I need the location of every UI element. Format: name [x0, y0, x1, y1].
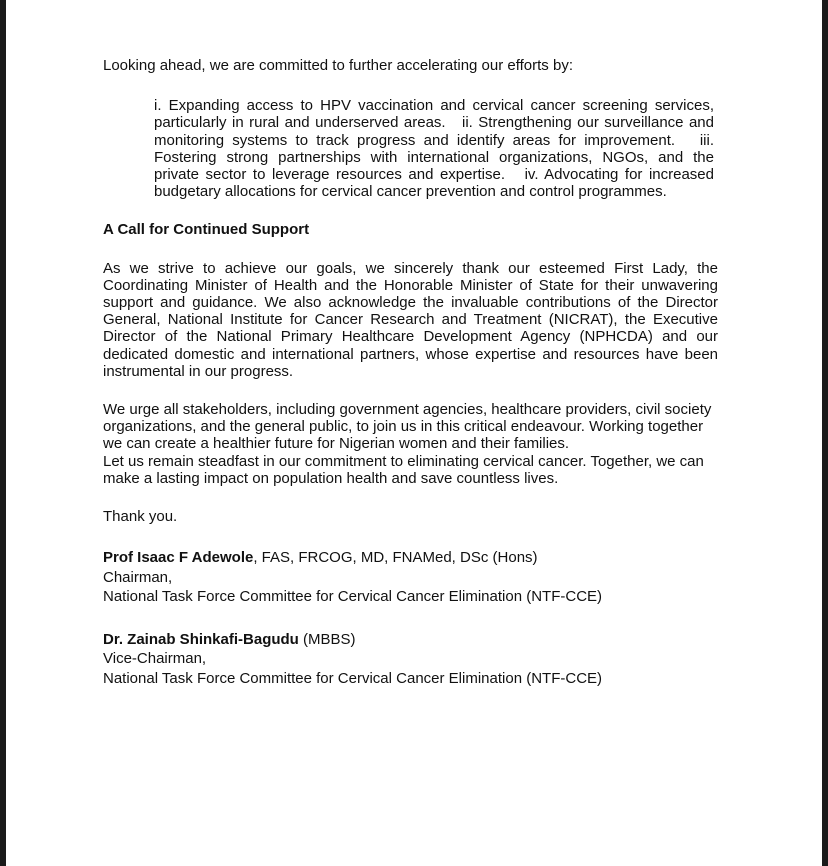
signatory-organization: National Task Force Committee for Cervical Cancer Elimination (NTF-CCE)	[103, 588, 603, 606]
stakeholder-paragraph: We urge all stakeholders, including government agencies, healthcare providers, civil society organizations, and the general public, to join us in this critical endeavour. Working together we can create a healthier future for Nigerian women and their families.	[103, 401, 712, 453]
signature-vice-chairman	[103, 630, 718, 689]
list-item: i. Expanding access to HPV vaccination and cervical cancer screening services, particularly in rural and underserved areas.	[154, 97, 714, 132]
signatory-credentials: , FAS, FRCOG, MD, FNAMed, DSc (Hons)	[253, 549, 538, 567]
closing-paragraph: Let us remain steadfast in our commitment to eliminating cervical cancer. Together, we can make a lasting impact on population health and save countless lives.	[103, 452, 704, 487]
signatory-line	[103, 630, 718, 650]
list-item: iv. Advocating for increased budgetary allocations for cervical cancer prevention and control programmes.	[154, 166, 714, 201]
acknowledgement-paragraph: As we strive to achieve our goals, we sincerely thank our esteemed First Lady, the Coordinating Minister of Health and the Honorable Minister of State for their unwavering support and guidance. We also acknowledge the invaluable contributions of the Director General, National Institute for Cancer Research and Treatment (NICRAT), the Executive Director of the National Primary Healthcare Development Agency (NPHCDA) and our dedicated domestic and international partners, whose expertise and resources have been instrumental in our progress.	[103, 259, 718, 380]
intro-text: Looking ahead, we are committed to further accelerating our efforts by:	[103, 57, 573, 74]
signatory-organization: National Task Force Committee for Cervical Cancer Elimination (NTF-CCE)	[103, 669, 603, 687]
signatory-name: Dr. Zainab Shinkafi-Bagudu	[103, 630, 299, 648]
list-item: ii. Strengthening our surveillance and monitoring systems to track progress and identify areas for improvement.	[154, 114, 714, 149]
signature-chairman	[103, 548, 718, 607]
thank-you-text: Thank you.	[103, 508, 178, 526]
document-page	[6, 0, 822, 866]
letter-body	[103, 57, 718, 688]
signatory-name: Prof Isaac F Adewole	[103, 549, 254, 567]
list-item: iii. Fostering strong partnerships with international organizations, NGOs, and the private sector to leverage resources and expertise.	[154, 131, 714, 184]
call-to-action	[103, 401, 718, 487]
signatory-role: Vice-Chairman,	[103, 650, 207, 668]
section-heading: A Call for Continued Support	[103, 221, 310, 239]
signatory-credentials: (MBBS)	[298, 630, 356, 648]
signatory-line	[103, 548, 718, 568]
signatory-role: Chairman,	[103, 568, 173, 586]
commitments-list	[154, 97, 714, 200]
